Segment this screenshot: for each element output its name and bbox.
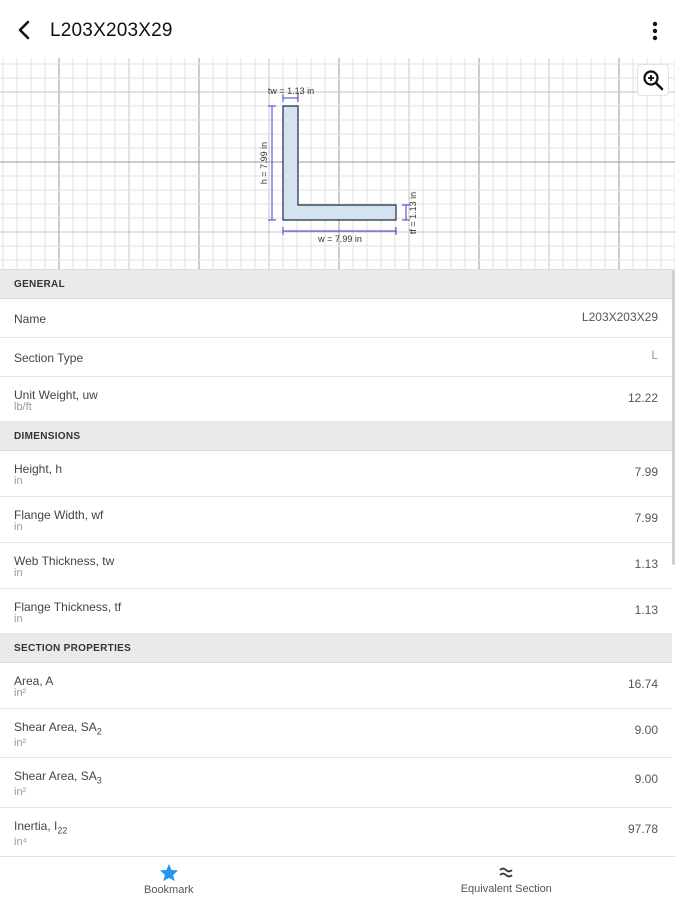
property-value: 9.00 — [634, 772, 658, 786]
approx-equal-icon — [497, 863, 515, 881]
property-value: 9.00 — [634, 723, 658, 737]
property-unit: in — [14, 521, 23, 533]
l-section-shape — [283, 106, 396, 220]
section-header-section-properties: SECTION PROPERTIES — [0, 634, 672, 663]
property-row-name — [0, 299, 672, 338]
property-label: Name — [14, 312, 47, 326]
property-value: 97.78 — [627, 822, 658, 836]
property-label: Flange Thickness, tf — [14, 600, 122, 614]
property-unit: in — [14, 613, 23, 625]
dim-label-tf: tf = 1.13 in — [408, 191, 418, 235]
property-row-height — [0, 451, 672, 497]
property-label: Height, h — [14, 462, 63, 476]
property-label: Area, A — [14, 674, 54, 688]
property-row-flange-width — [0, 497, 672, 543]
property-row-shear-area-3 — [0, 758, 672, 808]
property-unit: in² — [14, 687, 27, 699]
property-label: Unit Weight, uw — [14, 388, 98, 402]
property-row-area — [0, 663, 672, 709]
property-label: Web Thickness, tw — [14, 554, 115, 568]
dim-label-tw: tw = 1.13 in — [267, 86, 315, 96]
property-subscript: 2 — [96, 726, 102, 737]
property-list[interactable] — [0, 270, 672, 856]
property-label: Inertia, $I_{22}$ — [14, 819, 68, 836]
property-value: 12.22 — [627, 391, 658, 405]
property-unit: in² — [14, 737, 27, 749]
property-value: 1.13 — [634, 603, 658, 617]
property-value: 7.99 — [634, 465, 658, 479]
property-unit: lb/ft — [14, 401, 32, 413]
property-row-flange-thickness — [0, 589, 672, 634]
star-icon — [159, 863, 179, 882]
property-unit: in⁴ — [14, 836, 28, 848]
bookmark-label: Bookmark — [143, 884, 194, 896]
bottom-nav — [0, 856, 675, 900]
property-value: L — [651, 348, 658, 362]
dim-label-w: w = 7.99 in — [318, 234, 362, 244]
property-unit: in — [14, 567, 23, 579]
dim-label-h: h = 7.99 in — [259, 141, 269, 185]
bookmark-button[interactable] — [0, 857, 338, 900]
property-value: 1.13 — [634, 557, 658, 571]
property-label: Shear Area, $SA_2$ — [14, 720, 102, 737]
property-value: L203X203X29 — [581, 310, 658, 324]
property-row-unit-weight — [0, 377, 672, 422]
arrow-back-icon[interactable] — [12, 17, 38, 43]
property-label: Shear Area, $SA_3$ — [14, 769, 102, 786]
section-header-general: GENERAL — [0, 270, 672, 299]
property-row-inertia-22 — [0, 808, 672, 856]
property-row-section-type — [0, 338, 672, 377]
more-vert-icon[interactable] — [645, 18, 665, 44]
property-unit: in² — [14, 786, 27, 798]
section-header-dimensions: DIMENSIONS — [0, 422, 672, 451]
page-title: L203X203X29 — [50, 20, 173, 41]
property-subscript: 3 — [96, 775, 102, 786]
property-value: 7.99 — [634, 511, 658, 525]
zoom-button[interactable] — [637, 64, 669, 96]
property-row-shear-area-2 — [0, 709, 672, 758]
property-row-web-thickness — [0, 543, 672, 589]
section-drawing[interactable] — [0, 58, 675, 270]
property-value: 16.74 — [627, 677, 658, 691]
property-subscript: 22 — [57, 825, 68, 836]
section-shape — [0, 58, 675, 270]
equivalent-section-button[interactable] — [338, 857, 675, 900]
property-label: Flange Width, wf — [14, 508, 104, 522]
equivalent-section-label: Equivalent Section — [460, 883, 552, 895]
zoom-in-icon — [642, 69, 664, 91]
app-bar — [0, 0, 675, 58]
property-unit: in — [14, 475, 23, 487]
property-label: Section Type — [14, 351, 84, 365]
